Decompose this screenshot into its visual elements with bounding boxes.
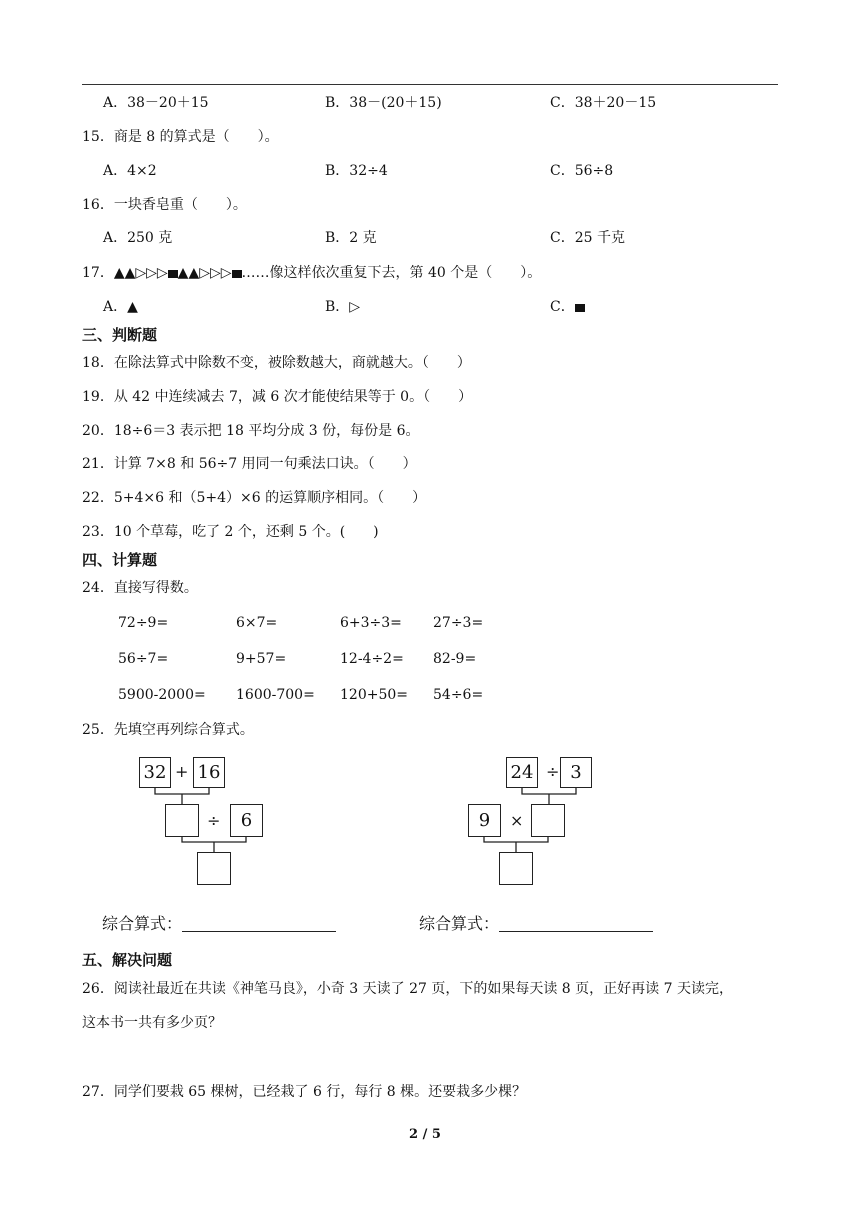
answer-blank[interactable] [182,915,336,932]
q17-option-a: A．▲ [103,299,138,315]
answer-box[interactable] [531,804,565,837]
calc-item: 12-4÷2= [340,651,404,667]
q26-question: 26．阅读社最近在共读《神笔马良》，小奇 3 天读了 27 页，下的如果每天读 8 页，正好再读 7 天读完， [82,981,733,997]
times-sign: × [510,811,524,830]
answer-blank[interactable] [499,915,653,932]
divide-sign: ÷ [546,762,560,781]
calc-item: 5900-2000= [118,687,206,703]
combined-formula-left: 综合算式： [102,915,336,932]
plus-sign: + [175,762,189,781]
q15-option-b: B．32÷4 [325,163,388,179]
calc-item: 56÷7= [118,651,169,667]
number-box: 32 [139,757,171,788]
q25-question: 25．先填空再列综合算式。 [82,722,254,738]
calc-item: 27÷3= [433,615,484,631]
q26-question-cont: 这本书一共有多少页？ [82,1015,222,1031]
q16-option-c: C．25 千克 [550,230,625,246]
page-number: 2 / 5 [409,1127,441,1142]
calc-item: 1600-700= [236,687,315,703]
answer-box[interactable] [197,852,231,885]
calc-item: 72÷9= [118,615,169,631]
q17-option-c: C． [550,300,585,314]
combined-formula-right: 综合算式： [419,915,653,932]
q24-question: 24．直接写得数。 [82,580,198,596]
judge-item-22: 22．5+4×6 和（5+4）×6 的运算顺序相同。（ ） [82,490,427,506]
judge-item-19: 19．从 42 中连续减去 7，减 6 次才能使结果等于 0。（ ） [82,389,473,405]
divide-sign: ÷ [207,811,221,830]
section-title-problems: 五、解决问题 [82,951,173,969]
q14-option-b: B．38－(20＋15) [325,95,442,111]
q16-option-a: A．250 克 [103,230,173,246]
calc-item: 120+50= [340,687,408,703]
calc-item: 54÷6= [433,687,484,703]
q17-question: 17．▲▲▷▷▷ ▲▲▷▷▷ ……像这样依次重复下去，第 40 个是（ ）。 [82,265,542,281]
q15-option-c: C．56÷8 [550,163,614,179]
number-box: 3 [560,757,592,788]
calc-item: 9+57= [236,651,287,667]
answer-box[interactable] [165,804,199,837]
q16-question: 16．一块香皂重（ ）。 [82,197,247,213]
calc-item: 82-9= [433,651,477,667]
number-box: 16 [193,757,225,788]
q15-option-a: A．4×2 [103,163,157,179]
number-box: 6 [230,804,263,837]
judge-item-18: 18．在除法算式中除数不变，被除数越大，商就越大。（ ） [82,355,471,371]
section-title-calc: 四、计算题 [82,551,158,569]
number-box: 9 [468,804,501,837]
q15-question: 15．商是 8 的算式是（ ）。 [82,129,279,145]
judge-item-20: 20．18÷6＝3 表示把 18 平均分成 3 份，每份是 6。 [82,423,420,439]
q14-option-a: A．38－20＋15 [103,95,209,111]
q27-question: 27．同学们要栽 65 棵树，已经栽了 6 行，每行 8 棵。还要栽多少棵？ [82,1084,527,1100]
judge-item-23: 23．10 个草莓，吃了 2 个，还剩 5 个。( ) [82,524,379,540]
number-box: 24 [506,757,538,788]
q14-option-c: C．38＋20－15 [550,95,657,111]
calc-item: 6×7= [236,615,278,631]
q16-option-b: B．2 克 [325,230,377,246]
answer-box[interactable] [499,852,533,885]
judge-item-21: 21．计算 7×8 和 56÷7 用同一句乘法口诀。（ ） [82,456,417,472]
calc-item: 6+3÷3= [340,615,402,631]
section-title-judge: 三、判断题 [82,326,158,344]
q17-option-b: B．▷ [325,299,361,315]
